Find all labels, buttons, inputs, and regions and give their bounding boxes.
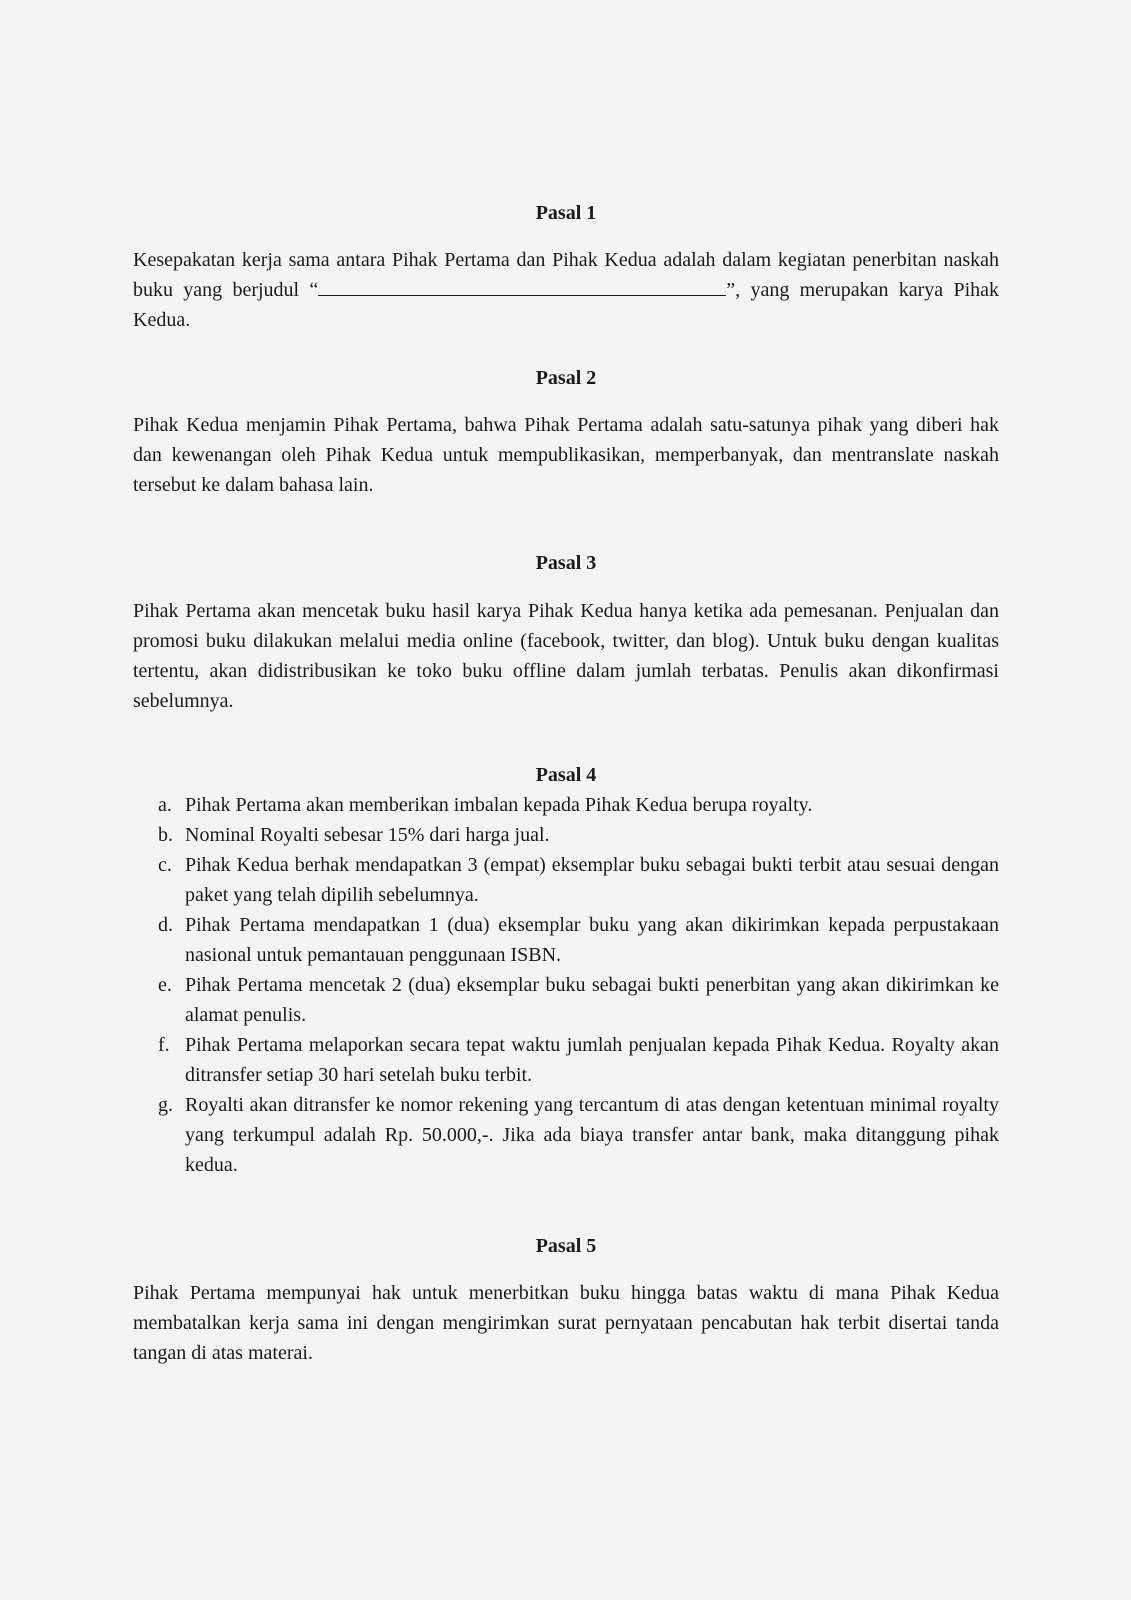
list-item [133, 820, 999, 850]
list-item-text: Pihak Pertama akan memberikan imbalan kepada Pihak Kedua berupa royalty. [185, 794, 813, 816]
list-item-text: Pihak Kedua berhak mendapatkan 3 (empat) eksemplar buku sebagai bukti terbit atau sesuai dengan paket yang telah dipilih sebelumnya. [185, 854, 999, 906]
book-title-blank-line [318, 275, 726, 296]
list-marker: c. [158, 854, 172, 876]
list-item [133, 790, 999, 820]
list-item-text: Pihak Pertama mencetak 2 (dua) eksemplar buku sebagai bukti penerbitan yang akan dikirimkan ke alamat penulis. [185, 974, 999, 1026]
pasal-1-close-quote: ” [726, 279, 736, 301]
pasal-1-heading: Pasal 1 [535, 202, 597, 224]
pasal-3-heading: Pasal 3 [535, 552, 597, 574]
list-marker: f. [158, 1034, 170, 1056]
list-item-text: Nominal Royalti sebesar 15% dari harga jual. [185, 824, 550, 846]
pasal-4-list [133, 790, 999, 1180]
pasal-2-text: Pihak Kedua menjamin Pihak Pertama, bahwa Pihak Pertama adalah satu-satunya pihak yang diberi hak dan kewenangan oleh Pihak Kedua untuk mempublikasikan, memperbanyak, dan mentranslate naskah tersebut ke dalam bahasa lain. [133, 414, 999, 496]
list-item [133, 970, 999, 1030]
pasal-5-text: Pihak Pertama mempunyai hak untuk menerbitkan buku hingga batas waktu di mana Pihak Kedua membatalkan kerja sama ini dengan mengirimkan surat pernyataan pencabutan hak terbit disertai tanda tangan di atas materai. [133, 1282, 999, 1364]
pasal-1-text [133, 245, 999, 335]
list-item-text: Pihak Pertama melaporkan secara tepat waktu jumlah penjualan kepada Pihak Kedua. Royalty akan ditransfer setiap 30 hari setelah buku terbit. [185, 1034, 999, 1086]
list-item-text: Pihak Pertama mendapatkan 1 (dua) eksemplar buku yang akan dikirimkan kepada perpustakaan nasional untuk pemantauan penggunaan ISBN. [185, 914, 999, 966]
list-marker: g. [158, 1094, 173, 1116]
pasal-5-heading: Pasal 5 [535, 1235, 597, 1257]
list-item [133, 1090, 999, 1180]
pasal-4-heading: Pasal 4 [535, 764, 597, 786]
list-item [133, 910, 999, 970]
list-marker: e. [158, 974, 172, 996]
list-marker: a. [158, 794, 172, 816]
pasal-1-text-after: , yang merupakan karya Pihak Kedua. [133, 279, 1000, 331]
pasal-1-open-quote: “ [309, 279, 319, 301]
list-item [133, 850, 999, 910]
pasal-3-text: Pihak Pertama akan mencetak buku hasil karya Pihak Kedua hanya ketika ada pemesanan. Penjualan dan promosi buku dilakukan melalui media online (facebook, twitter, dan blog). Untuk buku dengan kualitas tertentu, akan didistribusikan ke toko buku offline dalam jumlah terbatas. Penulis akan dikonfirmasi sebelumnya. [133, 600, 999, 712]
list-item [133, 1030, 999, 1090]
list-item-text: Royalti akan ditransfer ke nomor rekening yang tercantum di atas dengan ketentuan minimal royalty yang terkumpul adalah Rp. 50.000,-. Jika ada biaya transfer antar bank, maka ditanggung pihak kedua. [185, 1094, 999, 1176]
pasal-1-text-before: Kesepakatan kerja sama antara Pihak Pertama dan Pihak Kedua adalah dalam kegiatan penerbitan naskah buku yang berjudul [133, 249, 999, 301]
list-marker: d. [158, 914, 173, 936]
list-marker: b. [158, 824, 173, 846]
pasal-2-heading: Pasal 2 [535, 367, 597, 389]
